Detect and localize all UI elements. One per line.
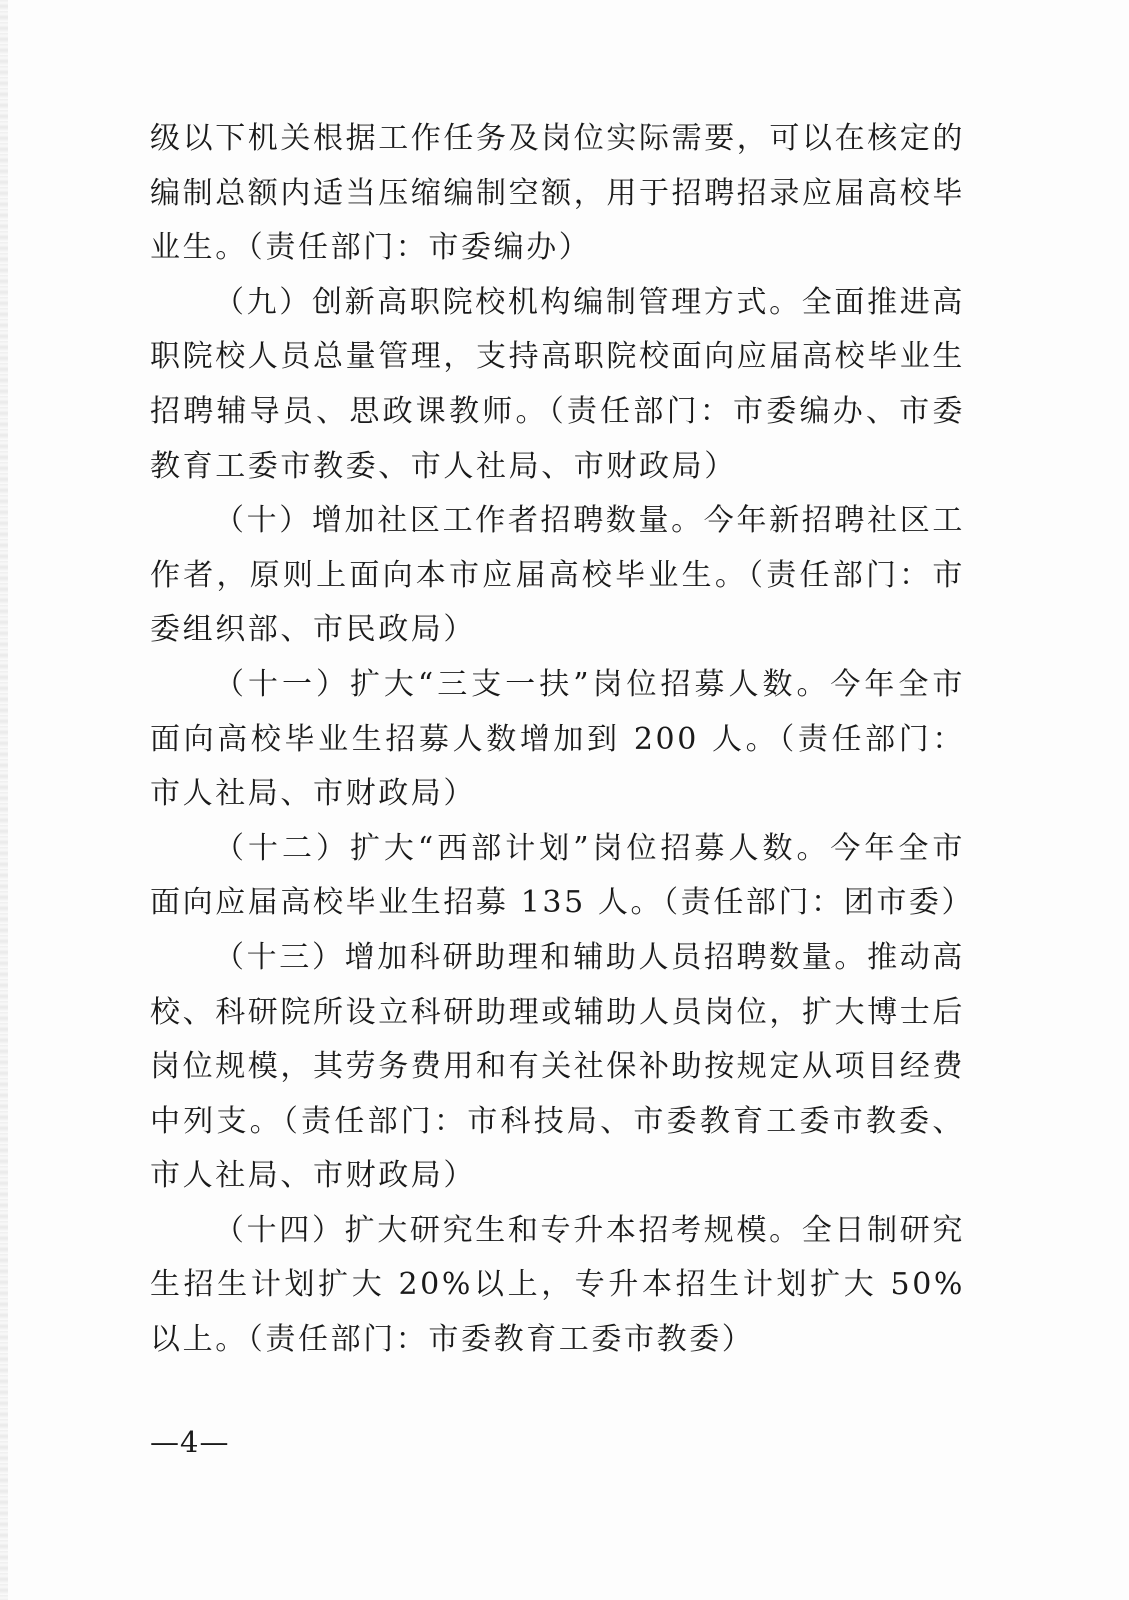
paragraph-item-11: （十一）扩大“三支一扶”岗位招募人数。今年全市面向高校毕业生招募人数增加到 200 人。（责任部门：市人社局、市财政局） bbox=[150, 666, 965, 812]
paragraph-item-9: （九）创新高职院校机构编制管理方式。全面推进高职院校人员总量管理，支持高职院校面向应届高校毕业生招聘辅导员、思政课教师。（责任部门：市委编办、市委教育工委市教委、市人社局、市财政局） bbox=[150, 284, 965, 484]
scan-edge bbox=[0, 0, 8, 1600]
paragraph-item-12: （十二）扩大“西部计划”岗位招募人数。今年全市面向应届高校毕业生招募 135 人。（责任部门：团市委） bbox=[150, 830, 975, 921]
document-body bbox=[150, 112, 975, 1368]
page-number: —4— bbox=[150, 1425, 230, 1459]
paragraph-item-13: （十三）增加科研助理和辅助人员招聘数量。推动高校、科研院所设立科研助理或辅助人员岗位，扩大博士后岗位规模，其劳务费用和有关社保补助按规定从项目经费中列支。（责任部门：市科技局、市委教育工委市教委、市人社局、市财政局） bbox=[150, 939, 965, 1194]
paragraph-continuation: 级以下机关根据工作任务及岗位实际需要，可以在核定的编制总额内适当压缩编制空额，用于招聘招录应届高校毕业生。（责任部门：市委编办） bbox=[150, 121, 965, 266]
paragraph-item-10: （十）增加社区工作者招聘数量。今年新招聘社区工作者，原则上面向本市应届高校毕业生。（责任部门：市委组织部、市民政局） bbox=[150, 503, 965, 648]
paragraph-item-14: （十四）扩大研究生和专升本招考规模。全日制研究生招生计划扩大 20%以上，专升本招生计划扩大 50%以上。（责任部门：市委教育工委市教委） bbox=[150, 1212, 965, 1358]
